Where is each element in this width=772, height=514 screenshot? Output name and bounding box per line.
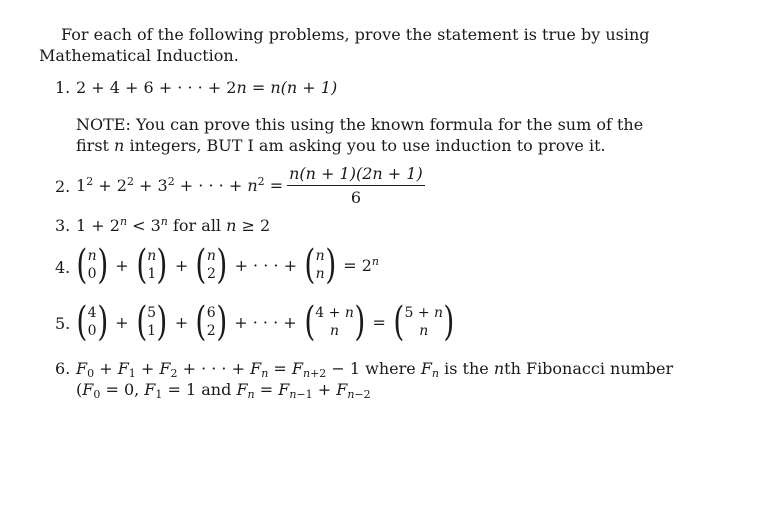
item-4-result: = 2 (343, 255, 372, 275)
item-3-number: 3. (55, 216, 71, 235)
item-6-line-2: ($F_0 = 0$, $F_1 = 1$ and $F_n = F_{n-1} + F_{n-2}$ (76, 380, 371, 401)
item-1-var: n (236, 78, 247, 97)
binom-n-2: ( n 2 ) (195, 242, 228, 288)
item-6-is-the: is the (444, 359, 489, 378)
item-6-where: where (365, 359, 416, 378)
binom-6-2: ( 6 2 ) (195, 299, 227, 345)
item-1-eq: = (246, 78, 271, 97)
binom-5n-n: ( 5 + n n ) (393, 299, 455, 345)
item-6-line-1: $F_0 + F_1 + F_2$ + · · · + $F_n = F_{n+2} - 1$ where $F_n$ is the nth Fibonacci number (76, 359, 674, 380)
note-var: n (114, 136, 125, 155)
note-post: integers, BUT I am asking you to use induction to prove it. (124, 136, 606, 155)
item-1-number: 1. (55, 78, 71, 97)
binom-5-1: ( 5 1 ) (135, 299, 168, 345)
intro-line-1: For each of the following problems, prove the statement is true by using (61, 25, 650, 44)
item-5-equation: ( 4 0 ) + ( 5 1 ) + ( 6 2 ) + · · · + ( 4 + n n ) = ( 5 + n n ) (74, 302, 457, 342)
item-6-number: 6. (55, 359, 71, 378)
item-2-fraction (287, 164, 425, 207)
item-1-note-line-2 (76, 136, 606, 156)
item-5-number: 5. (55, 314, 71, 333)
item-1-note-line-1: NOTE: You can prove this using the known formula for the sum of the (76, 115, 644, 134)
intro-line-2: Mathematical Induction. (39, 46, 239, 65)
item-3-equation: $1 + 2^n < 3^n$ for all n ≥ 2 (76, 215, 271, 235)
item-2-denominator: 6 (350, 188, 361, 207)
item-6-nth: n (493, 359, 505, 378)
item-3-suffix: for all (172, 216, 222, 235)
item-6-fib-text: th Fibonacci number (504, 359, 674, 378)
binom-n-0: ( n 0 ) (76, 242, 108, 288)
item-6-and: and (201, 380, 232, 399)
item-1-rhs: n(n + 1) (270, 78, 338, 97)
item-4-equation: ( n 0 ) + ( n 1 ) + ( n 2 ) + · · · + ( n n ) = $2^n$ (74, 245, 381, 285)
binom-n-1: ( n 1 ) (135, 242, 168, 288)
item-1-lhs: 2 + 4 + 6 + · · · + 2 (76, 78, 237, 97)
item-1-equation (76, 78, 337, 98)
item-2-equation: $1^2 + 2^2 + 3^2$ + · · · + $n^2$ = $\frac{n(n + 1)(2n + 1)}{6}$ (76, 164, 423, 207)
binom-n-n: ( n n ) (304, 242, 336, 288)
item-2-numerator: n(n + 1)(2n + 1) (287, 164, 425, 186)
item-2-number: 2. (55, 177, 71, 196)
binom-4n-n: ( 4 + n n ) (303, 299, 366, 345)
binom-4-0: ( 4 0 ) (76, 299, 108, 345)
item-4-number: 4. (55, 258, 71, 277)
note-pre: first (76, 136, 115, 155)
